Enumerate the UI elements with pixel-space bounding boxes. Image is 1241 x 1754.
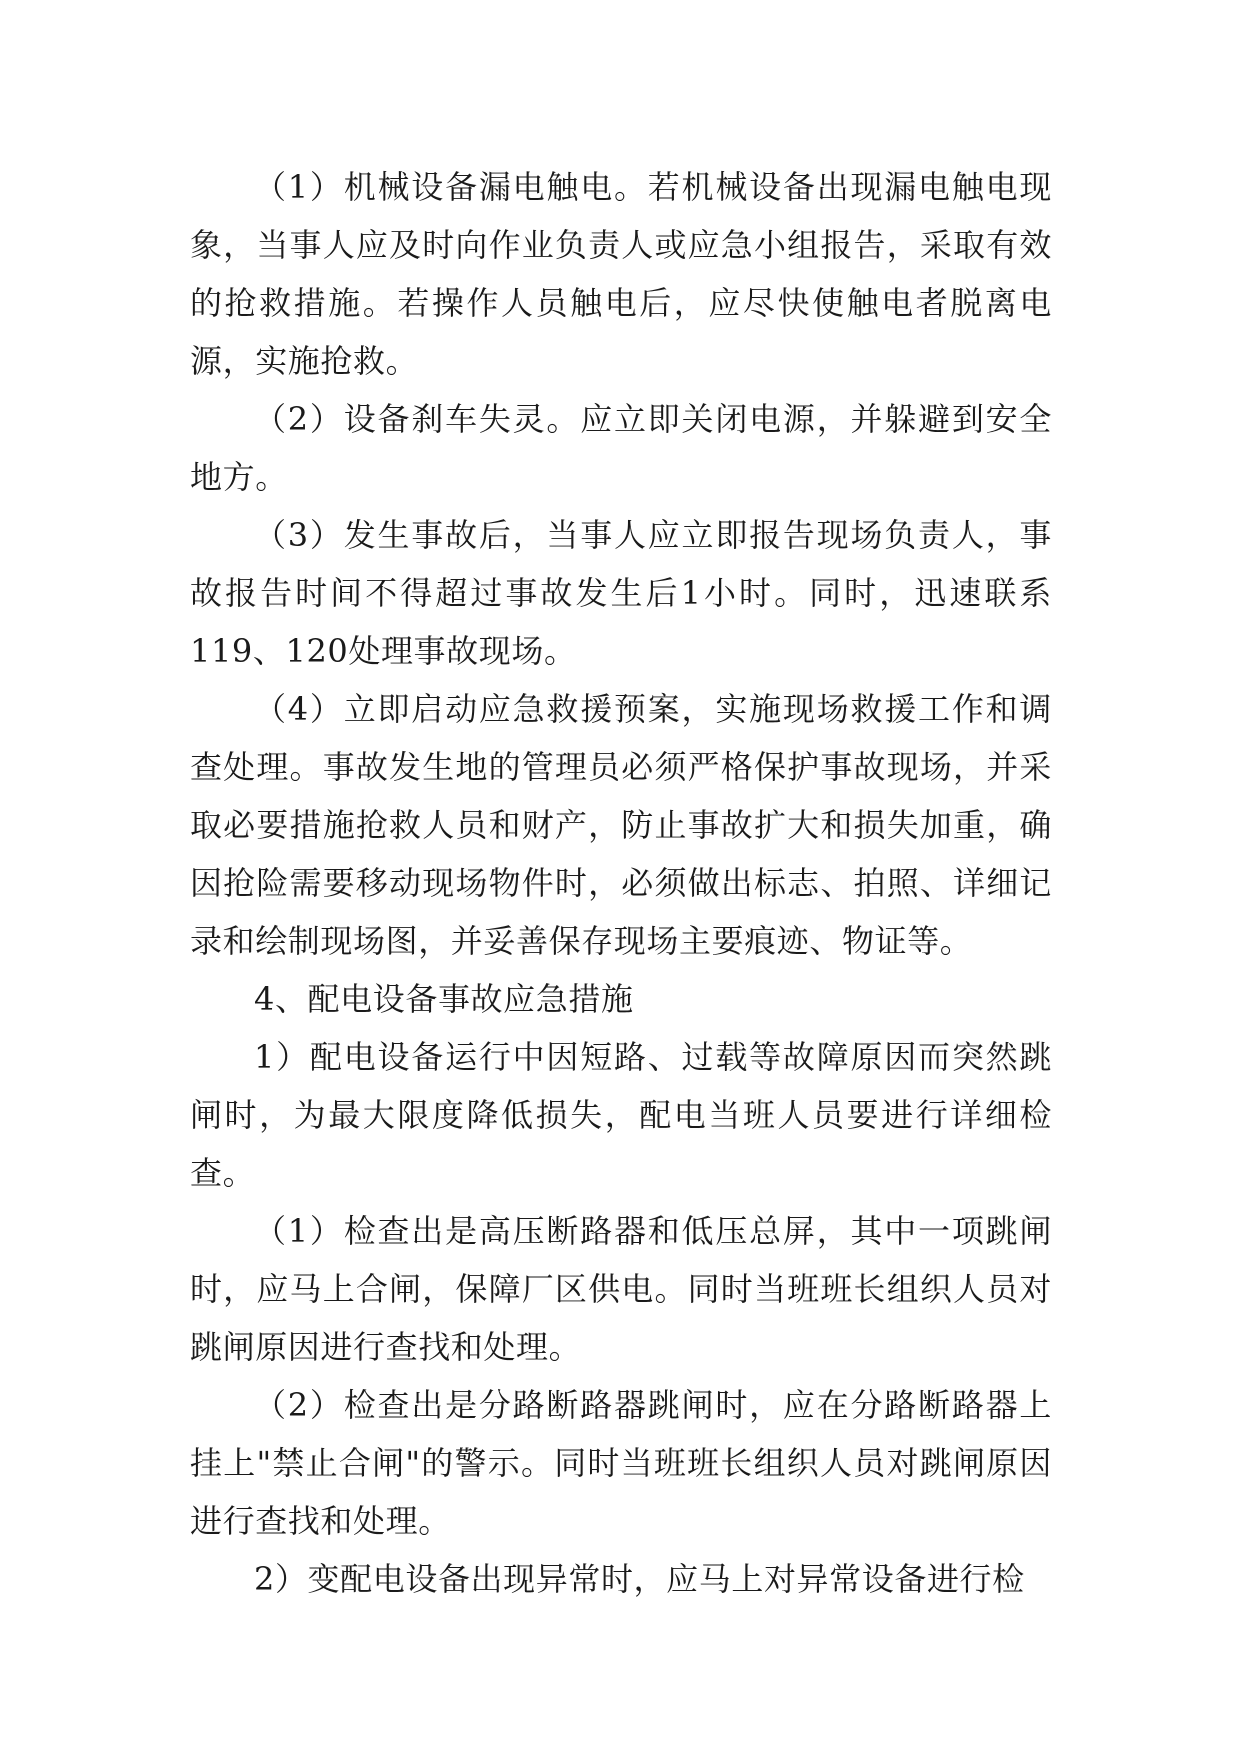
paragraph-trip-inspection: 1）配电设备运行中因短路、过载等故障原因而突然跳闸时，为最大限度降低损失，配电当班人员要进行详细检查。 (190, 1038, 1052, 1192)
paragraph-abnormal-equipment: 2）变配电设备出现异常时，应马上对异常设备进行检 (254, 1560, 1025, 1598)
paragraph-branch-breaker-trip: （2）检查出是分路断路器跳闸时，应在分路断路器上挂上"禁止合闸"的警示。同时当班班长组织人员对跳闸原因进行查找和处理。 (190, 1386, 1052, 1540)
document-body (190, 158, 1052, 1608)
paragraph-accident-report: （3）发生事故后，当事人应立即报告现场负责人，事故报告时间不得超过事故发生后1小时。同时，迅速联系119、120处理事故现场。 (190, 516, 1052, 670)
section-heading-distribution-equipment: 4、配电设备事故应急措施 (254, 980, 634, 1018)
paragraph-emergency-plan: （4）立即启动应急救援预案，实施现场救援工作和调查处理。事故发生地的管理员必须严格保护事故现场，并采取必要措施抢救人员和财产，防止事故扩大和损失加重，确因抢险需要移动现场物件时，必须做出标志、拍照、详细记录和绘制现场图，并妥善保存现场主要痕迹、物证等。 (190, 690, 1052, 960)
paragraph-brake-failure: （2）设备刹车失灵。应立即关闭电源，并躲避到安全地方。 (190, 400, 1052, 496)
paragraph-electric-leakage: （1）机械设备漏电触电。若机械设备出现漏电触电现象，当事人应及时向作业负责人或应急小组报告，采取有效的抢救措施。若操作人员触电后，应尽快使触电者脱离电源，实施抢救。 (190, 168, 1052, 380)
paragraph-main-breaker-trip: （1）检查出是高压断路器和低压总屏，其中一项跳闸时，应马上合闸，保障厂区供电。同时当班班长组织人员对跳闸原因进行查找和处理。 (190, 1212, 1052, 1366)
